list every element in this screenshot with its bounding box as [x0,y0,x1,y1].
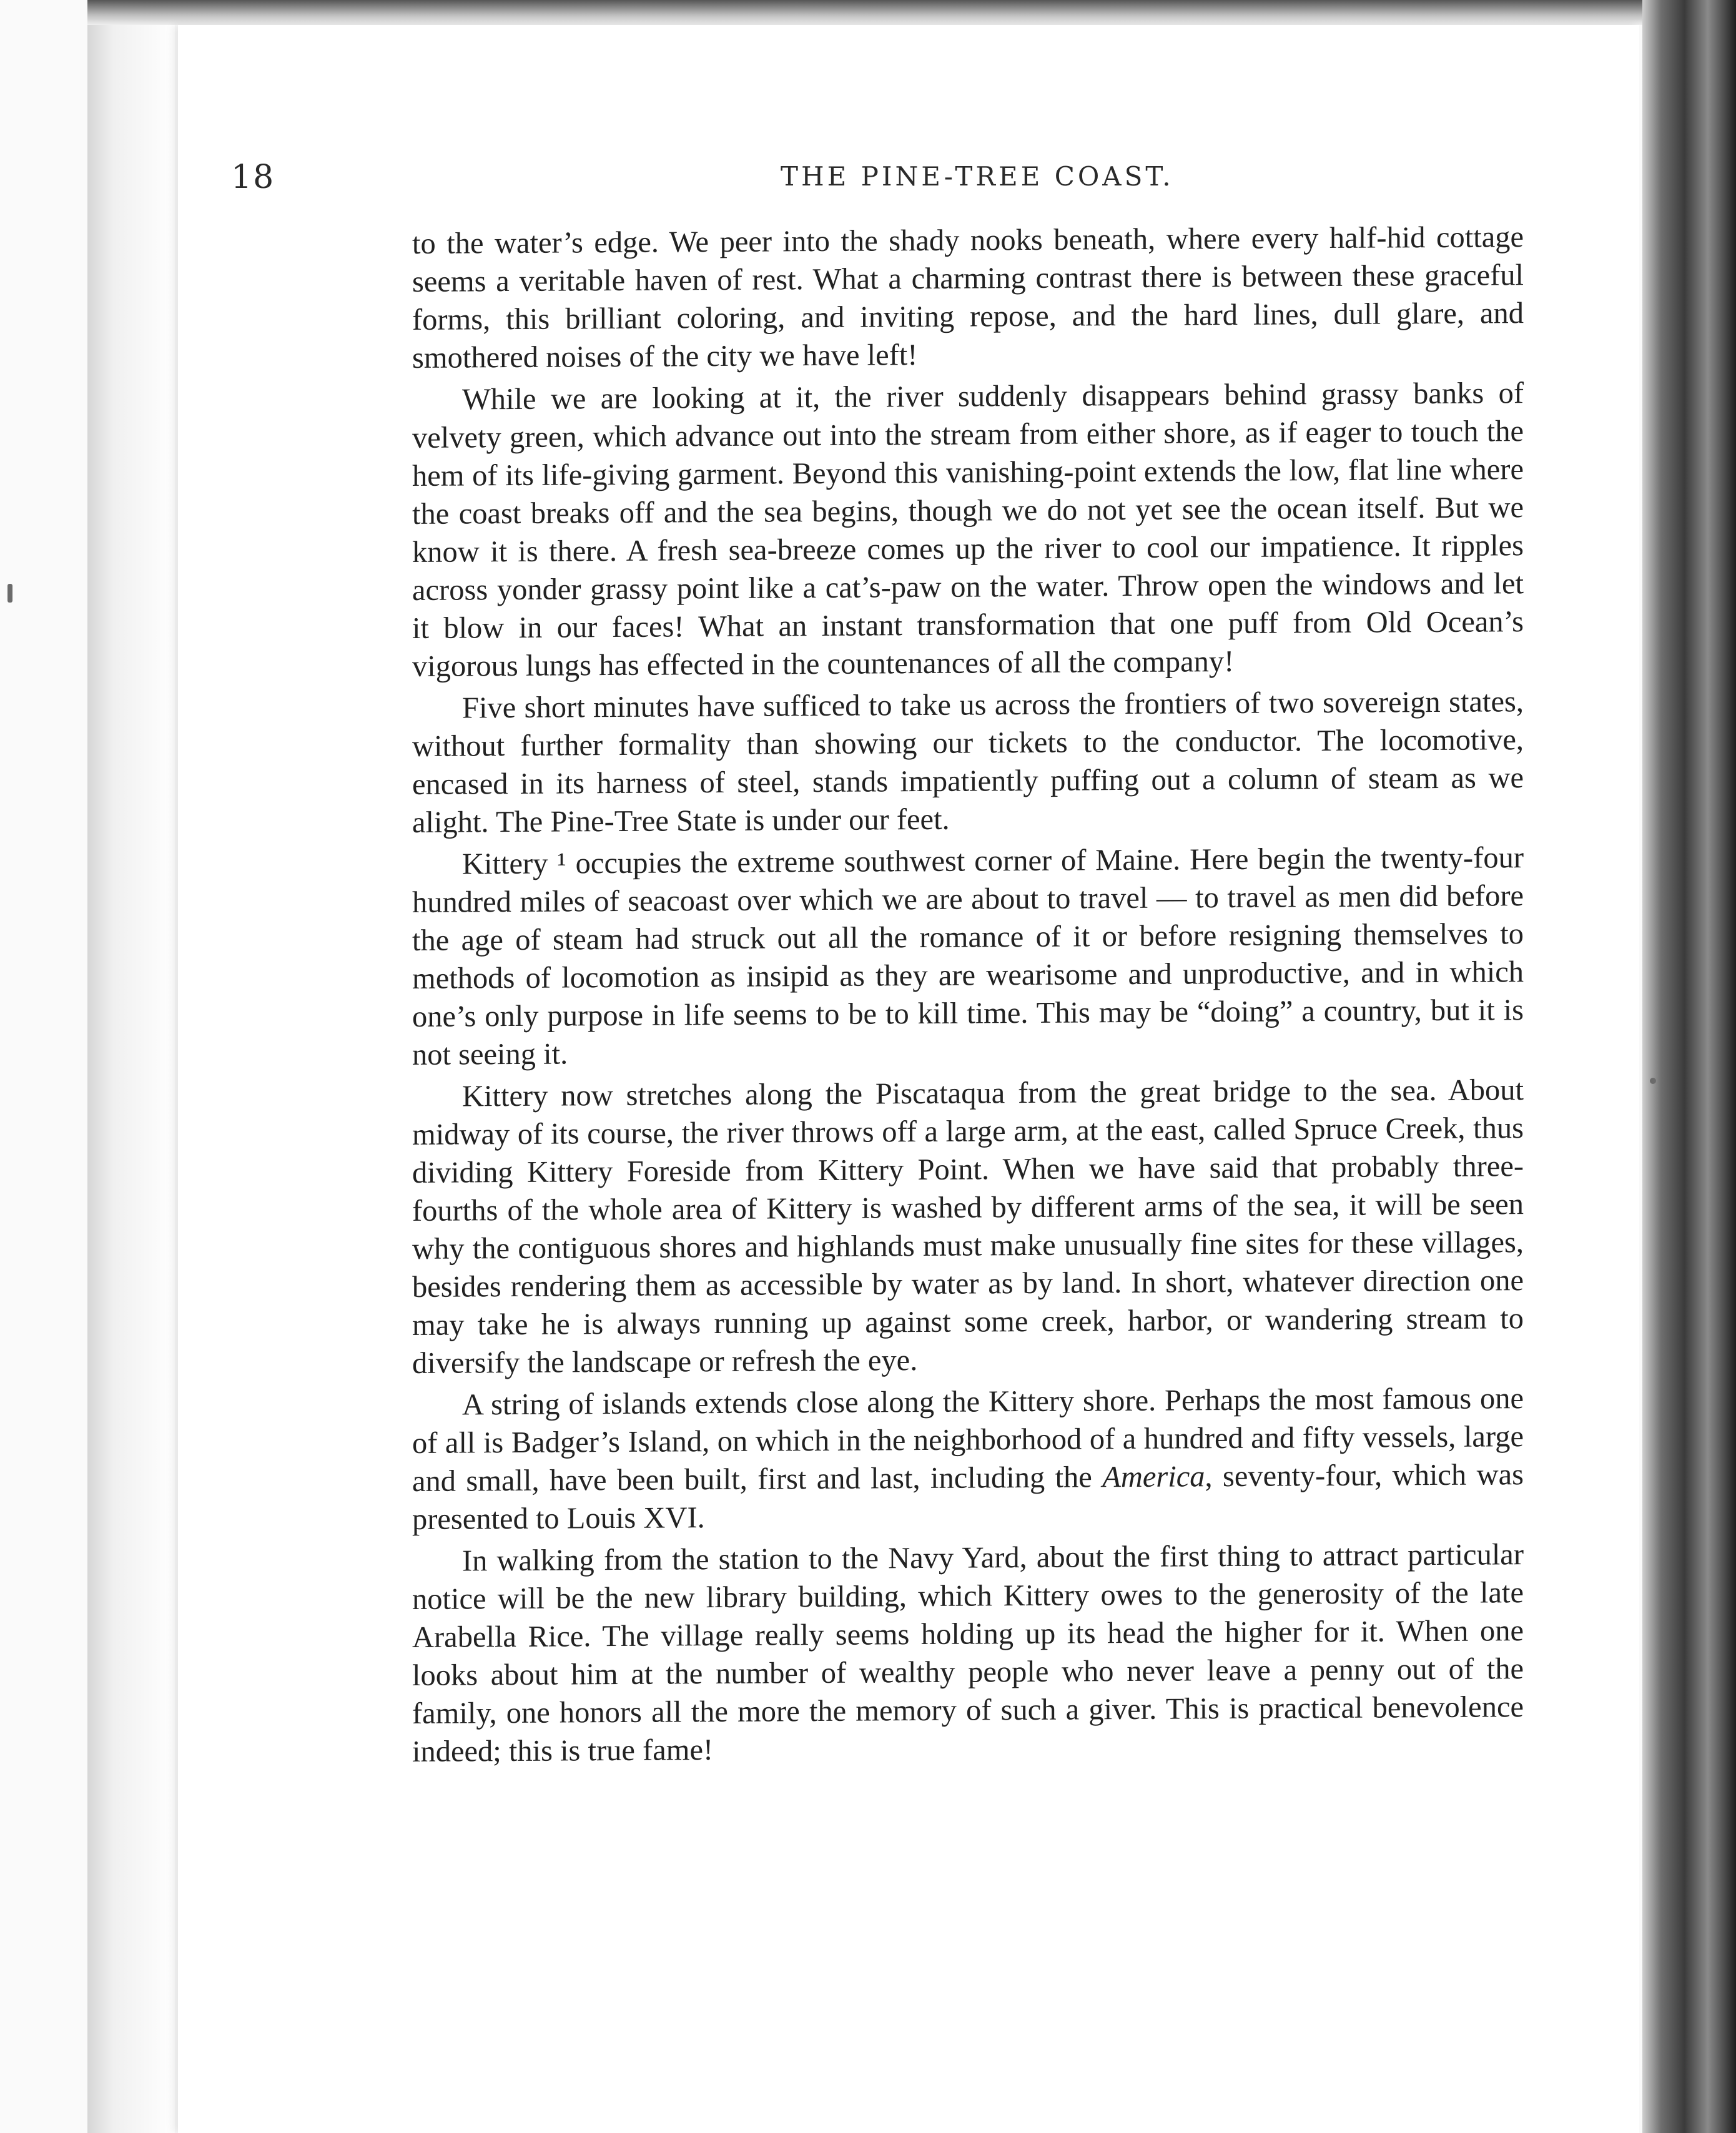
running-head [231,151,1542,207]
paragraph-five-minutes: Five short minutes have sufficed to take us across the frontiers of two sovereign states, without further formality than showing our tickets to the conductor. The locomotive, encased in its harness of steel, stands impatiently puffing out a column of steam as we alight. The Pine-Tree State is under our feet. [412,685,1524,839]
scan-speck [1650,1078,1656,1084]
book-top-edge [87,0,1661,25]
book-left-edge [87,0,175,2133]
paragraph-river-disappears: While we are looking at it, the river suddenly disappears behind grassy banks of velvety green, which advance out into the stream from either shore, as if eager to touch the hem of its life-giving garment. Beyond this vanishing-point extends the low, flat line where the coast breaks off and the sea begins, though we do not yet see the ocean itself. But we know it is there. A fresh sea-breeze comes up the river to cool our impatience. It ripples across yonder grassy point like a cat’s-paw on the water. Throw open the windows and let it blow in our faces! What an instant transformation that one puff from Old Ocean’s vigorous lungs has effected in the countenances of all the company! [412,377,1524,683]
running-title: THE PINE-TREE COAST. [781,161,1174,192]
paragraph-kittery-corner: Kittery ¹ occupies the extreme southwest corner of Maine. Here begin the twenty-four hundred miles of seacoast over which we are about to travel — to travel as men did before the age of steam had struck out all the romance of it or before resigning themselves to methods of locomotion as insipid as they are wearisome and unproductive, and in which one’s only purpose in life seems to be to kill time. This may be “doing” a country, but it is not seeing it. [412,841,1524,1071]
paragraph-kittery-piscataqua: Kittery now stretches along the Piscataqua from the great bridge to the sea. About midway of its course, the river throws off a large arm, at the east, called Spruce Creek, thus dividing Kittery Foreside from Kittery Point. When we have said that probably three-fourths of the whole area of Kittery is washed by different arms of the sea, it will be seen why the contiguous shores and highlands must make unusually fine sites for these villages, besides rendering them as accessible by water as by land. In short, whatever direction one may take he is always running up against some creek, harbor, or wandering stream to diversify the landscape or refresh the eye. [412,1073,1524,1380]
paragraph-library: In walking from the station to the Navy Yard, about the first thing to attract particular notice will be the new library building, which Kittery owes to the generosity of the late Arabella Rice. The village really seems holding up its head the higher for it. When one looks about him at the number of wealthy people who never leave a penny out of the family, one honors all the more the memory of such a giver. This is practical benevolence indeed; this is true fame! [412,1538,1524,1768]
islands-text-end: , seventy-four, which was presented to Louis XVI. [412,1458,1524,1536]
body-text [412,218,1524,1775]
paragraph-islands [412,1379,1524,1539]
paragraph-water-edge: to the water’s edge. We peer into the shady nooks beneath, where every half-hid cottage seems a veritable haven of rest. What a charming contrast there is between these graceful forms, this brilliant coloring, and inviting repose, and the hard lines, dull glare, and smothered noises of the city we have left! [412,220,1524,375]
islands-text-start: A string of islands extends close along the Kittery shore. Perhaps the most famous one of all is Badger’s Island, on which in the neighborhood of a hundred and fifty vessels, large and small, have been built, first and last, including the [412,1382,1524,1498]
scan-mark [7,584,12,603]
book-spine-shadow [1642,0,1736,2133]
page-number: 18 [231,159,275,196]
ship-name-america: America [1102,1460,1205,1494]
